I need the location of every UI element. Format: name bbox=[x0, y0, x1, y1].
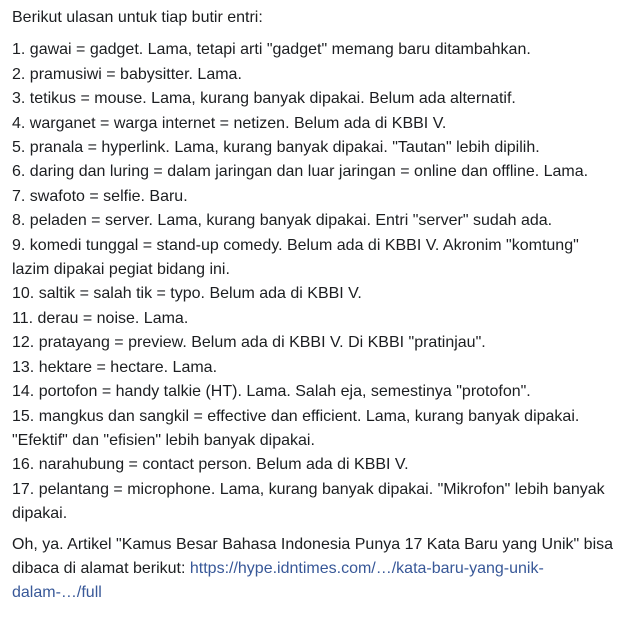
post-intro: Berikut ulasan untuk tiap butir entri: bbox=[12, 9, 263, 26]
list-item: 6. daring dan luring = dalam jaringan dan luar jaringan = online dan offline. Lama. bbox=[12, 163, 589, 181]
list-item: 12. pratayang = preview. Belum ada di KBBI V. Di KBBI "pratinjau". bbox=[12, 334, 486, 352]
list-item: 17. pelantang = microphone. Lama, kurang banyak dipakai. "Mikrofon" lebih banyak dipakai. bbox=[12, 480, 605, 523]
entry-list bbox=[12, 38, 619, 526]
list-item: 9. komedi tunggal = stand-up comedy. Belum ada di KBBI V. Akronim "komtung" lazim dipakai pegiat bidang ini. bbox=[12, 236, 579, 279]
list-item: 11. derau = noise. Lama. bbox=[12, 309, 189, 327]
list-item: 5. pranala = hyperlink. Lama, kurang banyak dipakai. "Tautan" lebih dipilih. bbox=[12, 139, 540, 157]
list-item: 1. gawai = gadget. Lama, tetapi arti "gadget" memang baru ditambahkan. bbox=[12, 41, 531, 59]
list-item: 13. hektare = hectare. Lama. bbox=[12, 358, 218, 376]
list-item: 4. warganet = warga internet = netizen. Belum ada di KBBI V. bbox=[12, 114, 447, 132]
list-item: 3. tetikus = mouse. Lama, kurang banyak dipakai. Belum ada alternatif. bbox=[12, 90, 516, 108]
list-item: 14. portofon = handy talkie (HT). Lama. Salah eja, semestinya "protofon". bbox=[12, 383, 531, 401]
outro-text: Oh, ya. Artikel "Kamus Besar Bahasa Indonesia Punya 17 Kata Baru yang Unik" bisa dibaca di alamat berikut: bbox=[12, 535, 614, 577]
list-item: 16. narahubung = contact person. Belum ada di KBBI V. bbox=[12, 456, 409, 474]
list-item: 15. mangkus dan sangkil = effective dan efficient. Lama, kurang banyak dipakai. "Efektif" dan "efisien" lebih banyak dipakai. bbox=[12, 407, 580, 449]
list-item: 8. peladen = server. Lama, kurang banyak dipakai. Entri "server" sudah ada. bbox=[12, 212, 553, 230]
list-item: 10. saltik = salah tik = typo. Belum ada di KBBI V. bbox=[12, 285, 362, 303]
list-item: 2. pramusiwi = babysitter. Lama. bbox=[12, 65, 242, 83]
article-link[interactable]: https://hype.idntimes.com/…/kata-baru-yang-unik-dalam-…/full bbox=[12, 559, 544, 602]
post-outro bbox=[12, 533, 619, 606]
list-item: 7. swafoto = selfie. Baru. bbox=[12, 187, 188, 205]
